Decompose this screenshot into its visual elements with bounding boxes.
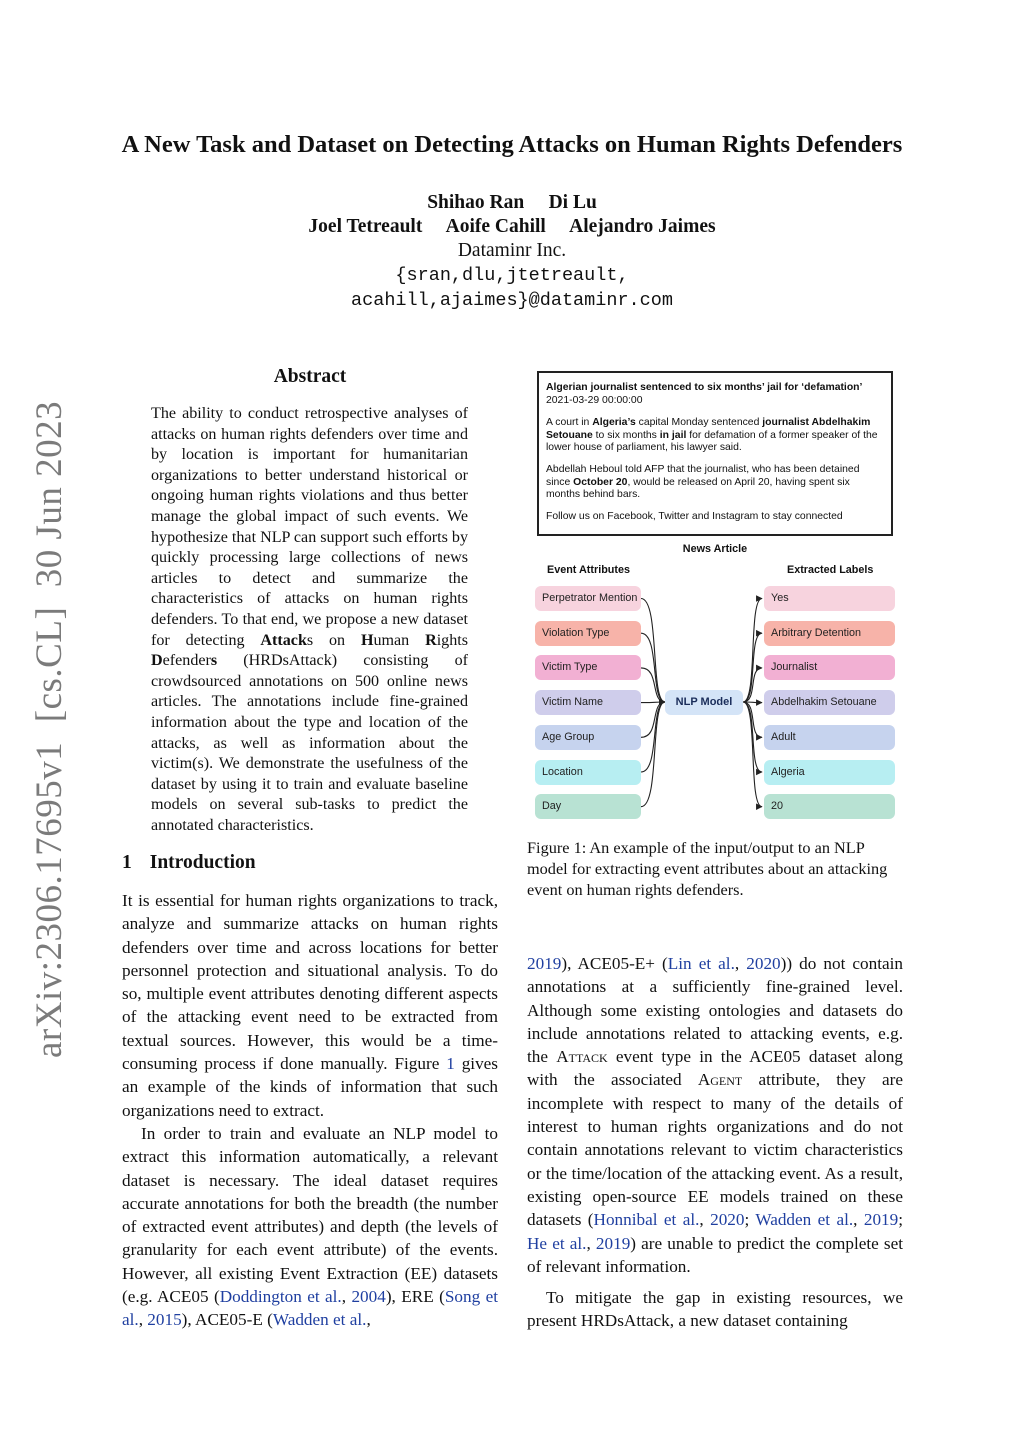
authors-line-2: Joel Tetreault Aoife Cahill Alejandro Jaimes xyxy=(308,216,716,237)
attribute-to-model-arrow xyxy=(641,702,665,807)
event-attribute-box: Victim Name xyxy=(535,690,641,715)
event-attribute-box: Location xyxy=(535,760,641,785)
attribute-to-model-arrow xyxy=(641,633,665,702)
citation-year-link[interactable]: 2019 xyxy=(863,1210,899,1230)
abstract-body: The ability to conduct retrospective analyses of attacks on human rights defenders over time and by location is important for humanitarian organizations to better understand historical or ongoing human rights violations and thus better manage the global impact of such events. We hypothesize that NLP can support such efforts by quickly processing large collections of news articles to detect and summarize the characteristics of attacks on human rights defenders. To that end, we propose a new dataset for detecting Attacks on Human Rights Defenders (HRDsAttack) consisting of crowdsourced annotations on 500 online news articles. The annotations include fine-grained information about the type and location of the attacks, as well as information about the victim(s). We demonstrate the usefulness of the dataset by using it to train and evaluate baseline models on several sub-tasks to predict the annotated characteristics. xyxy=(151,405,468,834)
citation-link[interactable]: He et al. xyxy=(527,1233,587,1253)
extracted-label-box: Yes xyxy=(764,586,895,611)
attribute-to-model-arrow xyxy=(641,702,665,737)
abstract-heading: Abstract xyxy=(273,366,347,387)
extracted-label-box: Journalist xyxy=(764,655,895,680)
news-article-label: News Article xyxy=(682,543,748,555)
extracted-label-box: Abdelhakim Setouane xyxy=(764,690,895,715)
event-attribute-box: Perpetrator Mention xyxy=(535,586,641,611)
right-paragraph-2: To mitigate the gap in existing resources, we present HRDsAttack, a new dataset containing xyxy=(527,1288,903,1331)
citation-link[interactable]: Doddington et al. xyxy=(219,1287,342,1307)
news-paragraph-1: A court in Algeria’s capital Monday sentenced journalist Abdelhakim Setouane to six months in jail for defamation of a former speaker of the lower house of parliament, his lawyer said. xyxy=(546,417,878,454)
intro-paragraph-2: In order to train and evaluate an NLP model to extract this information automatically, a relevant dataset is necessary. The ideal dataset requires accurate annotations for both the breadth (the number of extracted event attributes) and depth (the levels of granularity for each event attribute) of the events. However, all existing Event Extraction (EE) datasets (e.g. ACE05 (Doddington et al., 2004), ERE (Song et al., 2015), ACE05-E (Wadden et al., xyxy=(122,1123,498,1330)
arxiv-stamp: arXiv:2306.17695v1 [cs.CL] 30 Jun 2023 xyxy=(29,400,70,1058)
extracted-labels-header: Extracted Labels xyxy=(787,564,874,576)
extracted-label-box: Algeria xyxy=(764,760,895,785)
citation-link[interactable]: Wadden et al. xyxy=(755,1210,854,1230)
extracted-label-box: Arbitrary Detention xyxy=(764,621,895,646)
news-paragraph-2: Abdellah Heboul told AFP that the journalist, who has been detained since October 20, would be released on April 20, having spent six months behind bars. xyxy=(546,463,860,501)
event-attribute-box: Age Group xyxy=(535,725,641,750)
attribute-to-model-arrow xyxy=(641,668,665,702)
section-heading-introduction: 1 Introduction xyxy=(122,852,256,873)
citation-year-link[interactable]: 2004 xyxy=(351,1287,386,1307)
right-paragraph-1: 2019), ACE05-E+ (Lin et al., 2020)) do not contain annotations at a sufficiently fine-grained level. Although some existing ontologies and datasets do include annotations related to attacking events, e.g. the Attack event type in the ACE05 dataset along with the associated Agent attribute, they are incomplete with respect to many of the details of interest to human rights organizations and do not contain annotations relevant to victim characteristics or the time/location of the attacking event. As a result, existing open-source EE models trained on these datasets (Honnibal et al., 2020; Wadden et al., 2019; He et al., 2019) are unable to predict the complete set of relevant information. xyxy=(527,954,904,1276)
event-attribute-box: Violation Type xyxy=(535,621,641,646)
figure-caption: Figure 1: An example of the input/output to an NLP model for extracting event attributes about an attacking event on human rights defenders. xyxy=(527,838,888,899)
paper-title: A New Task and Dataset on Detecting Attacks on Human Rights Defenders xyxy=(121,131,903,158)
authors-line-1: Shihao Ran Di Lu xyxy=(427,192,597,213)
intro-paragraph-1: It is essential for human rights organizations to track, analyze and summarize attacks on human rights defenders over time and across locations for better personnel protection and situational analysis. To do so, multiple event attributes denoting different aspects of the attacking event need to be extracted from textual sources. However, this would be a time-consuming process if done manually. Figure 1 gives an example of the kinds of information that such organizations need to extract. xyxy=(122,891,498,1120)
citation-link[interactable]: Song et al. xyxy=(122,1287,498,1330)
citation-link[interactable]: Honnibal et al. xyxy=(593,1210,700,1230)
news-date: 2021-03-29 00:00:00 xyxy=(546,394,643,406)
citation-year-link[interactable]: 2019 xyxy=(595,1233,631,1253)
citation-year-link[interactable]: 2020 xyxy=(710,1210,745,1230)
emails-line-2: acahill,ajaimes}@dataminr.com xyxy=(351,290,673,311)
citation-year-link[interactable]: 2015 xyxy=(147,1310,182,1330)
event-attribute-box: Day xyxy=(535,794,641,819)
citation-year-link[interactable]: 2020 xyxy=(746,954,781,973)
event-attributes-header: Event Attributes xyxy=(547,564,630,576)
attribute-to-model-arrow xyxy=(641,599,665,703)
citation-year-link[interactable]: 2019 xyxy=(527,954,562,973)
news-paragraph-3: Follow us on Facebook, Twitter and Instagram to stay connected xyxy=(546,510,843,522)
extracted-label-box: Adult xyxy=(764,725,895,750)
affiliation: Dataminr Inc. xyxy=(457,240,567,261)
figure-ref-link[interactable]: 1 xyxy=(446,1054,455,1074)
extracted-label-box: 20 xyxy=(764,794,895,819)
citation-link[interactable]: Wadden et al. xyxy=(272,1310,367,1330)
citation-link[interactable]: Lin et al. xyxy=(667,954,735,973)
nlp-model-box: NLP Model xyxy=(665,690,743,715)
model-to-label-arrow xyxy=(743,633,762,702)
event-attribute-box: Victim Type xyxy=(535,655,641,680)
news-headline: Algerian journalist sentenced to six months’ jail for ‘defamation’ xyxy=(546,382,863,393)
emails-line-1: {sran,dlu,jtetreault, xyxy=(395,265,629,286)
